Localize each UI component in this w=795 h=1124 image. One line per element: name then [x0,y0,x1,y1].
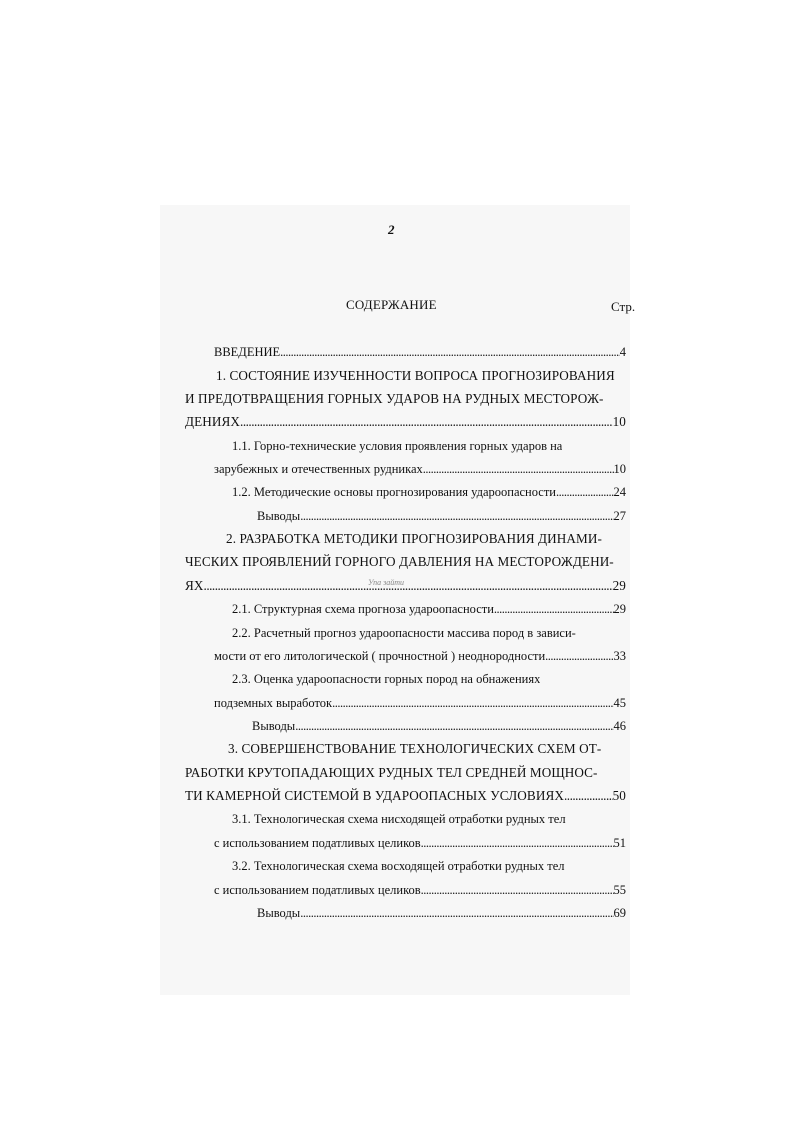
toc-section-2-1: 2.1. Структурная схема прогноза удароопасности ..... 29 [232,601,626,617]
toc-chapter-3-line-1: 3. СОВЕРШЕНСТВОВАНИЕ ТЕХНОЛОГИЧЕСКИХ СХЕМ ОТ- [228,741,602,756]
toc-heading: СОДЕРЖАНИЕ [346,297,437,312]
toc-section-1-1-line-2: зарубежных и отечественных рудниках ..... 10 [214,461,626,477]
toc-section-2-2-line-1: 2.2. Расчетный прогноз удароопасности массива пород в зависи- [232,626,576,640]
toc-chapter-2-line-3: ЯХ ..... 29 [185,578,626,594]
page-number: 2 [388,222,395,237]
scan-smudge: Упа зайти [368,578,405,587]
toc-conclusions-2: Выводы ..... 46 [252,718,626,734]
page-column-label: Стр. [611,299,636,314]
toc-conclusions-1: Выводы ..... 27 [257,508,626,524]
toc-section-3-1-line-1: 3.1. Технологическая схема нисходящей отработки рудных тел [232,812,566,826]
toc-chapter-3-line-3: ТИ КАМЕРНОЙ СИСТЕМОЙ В УДАРООПАСНЫХ УСЛОВИЯХ ..... 50 [185,788,626,804]
toc-conclusions-3: Выводы ..... 69 [257,905,626,921]
toc-section-2-3-line-1: 2.3. Оценка удароопасности горных пород на обнажениях [232,672,541,686]
toc-chapter-1-line-1: 1. СОСТОЯНИЕ ИЗУЧЕННОСТИ ВОПРОСА ПРОГНОЗИРОВАНИЯ [216,368,615,383]
toc-chapter-3-line-2: РАБОТКИ КРУТОПАДАЮЩИХ РУДНЫХ ТЕЛ СРЕДНЕЙ МОЩНОС- [185,765,598,780]
toc-section-2-2-line-2: мости от его литологической ( прочностной ) неоднородности ..... 33 [214,648,626,664]
toc-chapter-1-line-3: ДЕНИЯХ ..... 10 [185,414,626,430]
toc-section-1-1-line-1: 1.1. Горно-технические условия проявления горных ударов на [232,439,563,453]
toc-section-3-1-line-2: с использованием податливых целиков ..... 51 [214,835,626,851]
toc-chapter-1-line-2: И ПРЕДОТВРАЩЕНИЯ ГОРНЫХ УДАРОВ НА РУДНЫХ МЕСТОРОЖ- [185,391,604,406]
toc-chapter-2-line-1: 2. РАЗРАБОТКА МЕТОДИКИ ПРОГНОЗИРОВАНИЯ ДИНАМИ- [226,531,602,546]
toc-entry-introduction: ВВЕДЕНИЕ ..... 4 [214,344,626,360]
toc-section-1-2: 1.2. Методические основы прогнозирования удароопасности ..... 24 [232,484,626,500]
toc-chapter-2-line-2: ЧЕСКИХ ПРОЯВЛЕНИЙ ГОРНОГО ДАВЛЕНИЯ НА МЕСТОРОЖДЕНИ- [185,554,614,569]
scanned-page-area [160,205,630,995]
toc-section-3-2-line-1: 3.2. Технологическая схема восходящей отработки рудных тел [232,859,565,873]
toc-section-3-2-line-2: с использованием податливых целиков ..... 55 [214,882,626,898]
toc-section-2-3-line-2: подземных выработок ..... 45 [214,695,626,711]
